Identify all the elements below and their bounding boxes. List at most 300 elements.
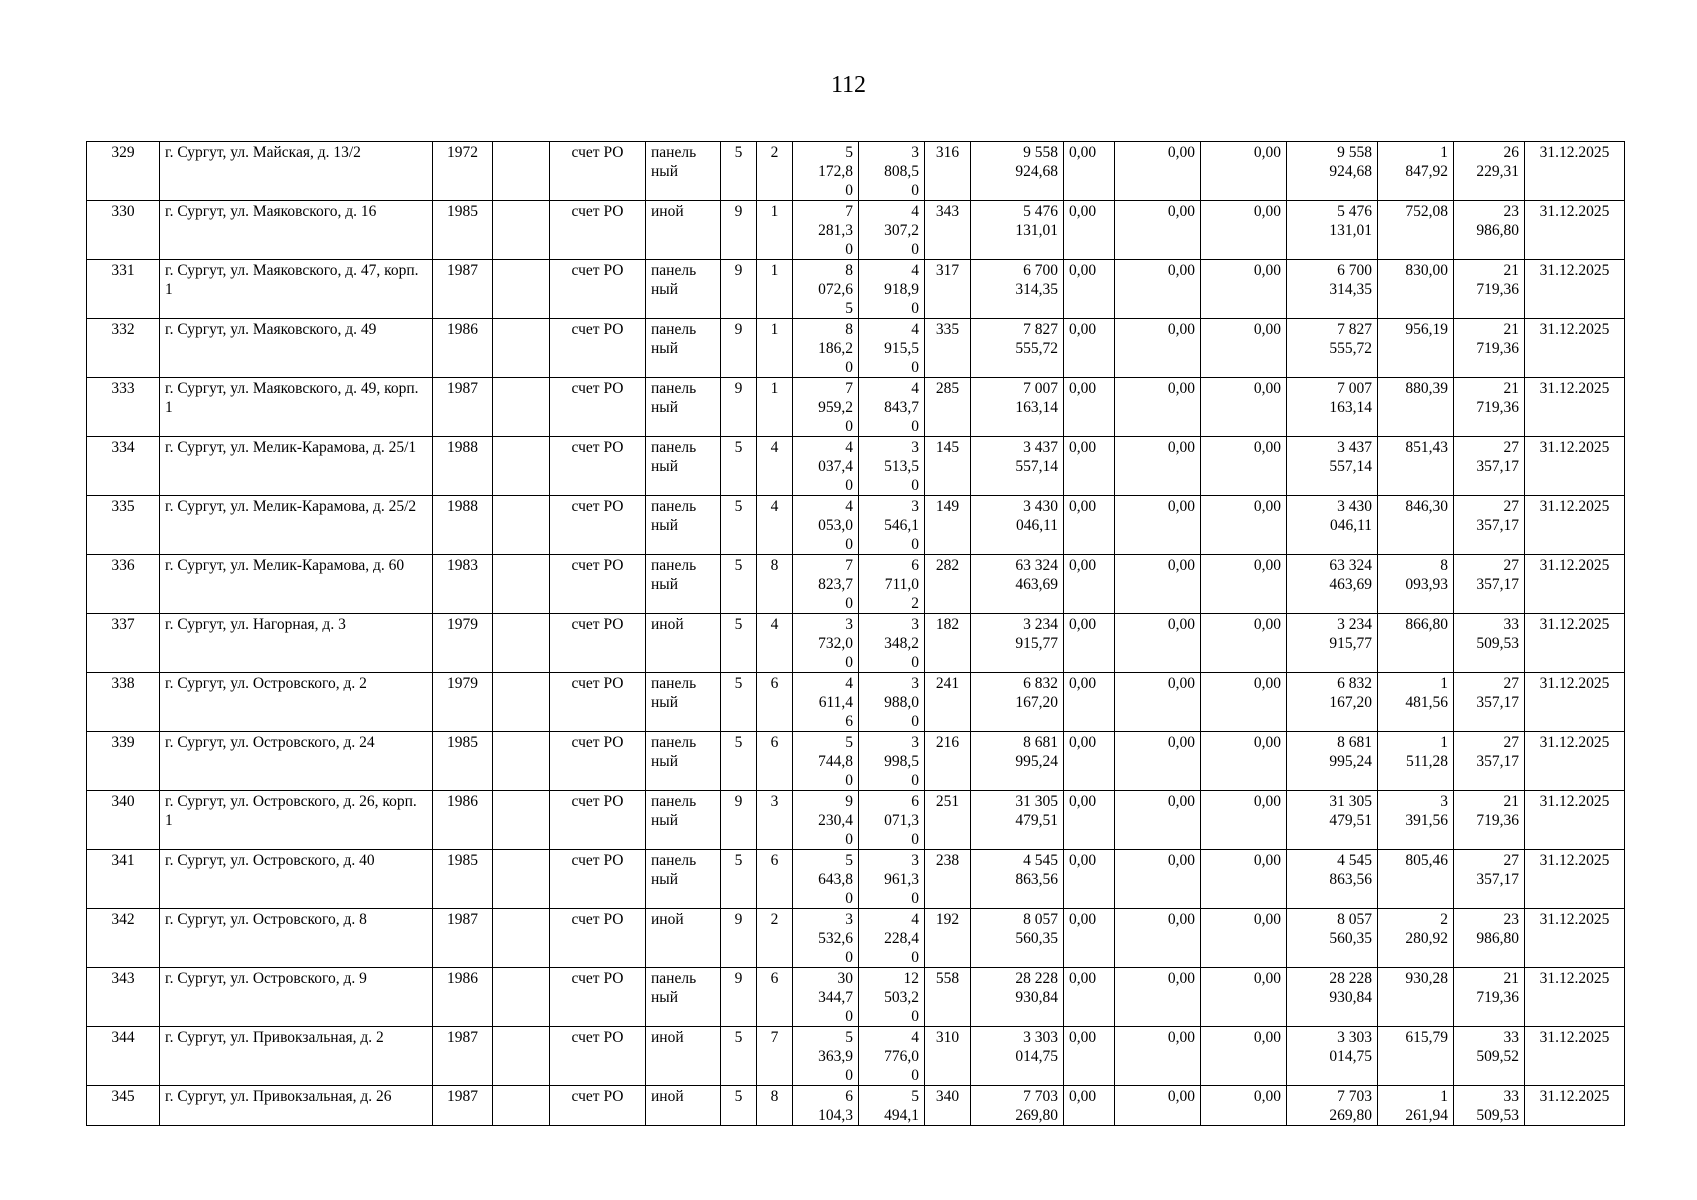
- cost-per-m2-cell: 8 093,93: [1378, 555, 1454, 614]
- value-1-cell: 0,00: [1064, 496, 1115, 555]
- value-2-cell: 0,00: [1115, 260, 1201, 319]
- address-cell: г. Сургут, ул. Маяковского, д. 49, корп. 1: [160, 378, 433, 437]
- floors-cell: 5: [721, 1086, 757, 1126]
- residents-cell: 251: [925, 791, 971, 850]
- year-built-cell: 1987: [433, 909, 493, 968]
- deadline-cell: 31.12.2025: [1525, 732, 1625, 791]
- cost-total-cell: 8 057 560,35: [971, 909, 1064, 968]
- blank-cell-cell: [493, 1027, 550, 1086]
- wall-material-cell: панель ный: [646, 437, 721, 496]
- address-cell: г. Сургут, ул. Островского, д. 8: [160, 909, 433, 968]
- blank-cell-cell: [493, 909, 550, 968]
- value-1-cell: 0,00: [1064, 791, 1115, 850]
- floors-cell: 9: [721, 968, 757, 1027]
- value-3-cell: 0,00: [1201, 1086, 1287, 1126]
- cost-limit-cell: 21 719,36: [1454, 791, 1525, 850]
- cost-limit-cell: 26 229,31: [1454, 142, 1525, 201]
- row-number-cell: 336: [87, 555, 160, 614]
- floors-cell: 5: [721, 614, 757, 673]
- value-1-cell: 0,00: [1064, 614, 1115, 673]
- year-built-cell: 1972: [433, 142, 493, 201]
- cost-per-m2-cell: 956,19: [1378, 319, 1454, 378]
- living-area-cell: 3 348,2 0: [859, 614, 925, 673]
- value-4-cell: 63 324 463,69: [1287, 555, 1378, 614]
- year-built-cell: 1985: [433, 201, 493, 260]
- cost-limit-cell: 27 357,17: [1454, 555, 1525, 614]
- value-4-cell: 7 007 163,14: [1287, 378, 1378, 437]
- year-built-cell: 1987: [433, 1086, 493, 1126]
- living-area-cell: 6 711,0 2: [859, 555, 925, 614]
- address-cell: г. Сургут, ул. Майская, д. 13/2: [160, 142, 433, 201]
- cost-per-m2-cell: 1 847,92: [1378, 142, 1454, 201]
- total-area-cell: 5 172,8 0: [793, 142, 859, 201]
- value-4-cell: 3 437 557,14: [1287, 437, 1378, 496]
- cost-limit-cell: 21 719,36: [1454, 378, 1525, 437]
- blank-cell-cell: [493, 850, 550, 909]
- cost-per-m2-cell: 880,39: [1378, 378, 1454, 437]
- row-number-cell: 341: [87, 850, 160, 909]
- cost-per-m2-cell: 2 280,92: [1378, 909, 1454, 968]
- value-4-cell: 8 057 560,35: [1287, 909, 1378, 968]
- value-1-cell: 0,00: [1064, 319, 1115, 378]
- value-3-cell: 0,00: [1201, 673, 1287, 732]
- deadline-cell: 31.12.2025: [1525, 142, 1625, 201]
- blank-cell-cell: [493, 437, 550, 496]
- cost-per-m2-cell: 805,46: [1378, 850, 1454, 909]
- floors-cell: 9: [721, 791, 757, 850]
- blank-cell-cell: [493, 496, 550, 555]
- year-built-cell: 1988: [433, 437, 493, 496]
- living-area-cell: 4 307,2 0: [859, 201, 925, 260]
- wall-material-cell: панель ный: [646, 673, 721, 732]
- value-1-cell: 0,00: [1064, 1086, 1115, 1126]
- value-2-cell: 0,00: [1115, 201, 1201, 260]
- wall-material-cell: панель ный: [646, 319, 721, 378]
- value-3-cell: 0,00: [1201, 850, 1287, 909]
- living-area-cell: 3 998,5 0: [859, 732, 925, 791]
- deadline-cell: 31.12.2025: [1525, 614, 1625, 673]
- value-2-cell: 0,00: [1115, 673, 1201, 732]
- wall-material-cell: панель ный: [646, 378, 721, 437]
- residents-cell: 317: [925, 260, 971, 319]
- funding-method-cell: счет РО: [550, 378, 646, 437]
- value-3-cell: 0,00: [1201, 968, 1287, 1027]
- cost-limit-cell: 23 986,80: [1454, 909, 1525, 968]
- cost-total-cell: 6 700 314,35: [971, 260, 1064, 319]
- living-area-cell: 4 776,0 0: [859, 1027, 925, 1086]
- address-cell: г. Сургут, ул. Мелик-Карамова, д. 25/1: [160, 437, 433, 496]
- wall-material-cell: панель ный: [646, 260, 721, 319]
- year-built-cell: 1986: [433, 968, 493, 1027]
- residents-cell: 149: [925, 496, 971, 555]
- floors-cell: 5: [721, 142, 757, 201]
- entrances-cell: 1: [757, 319, 793, 378]
- value-1-cell: 0,00: [1064, 378, 1115, 437]
- cost-per-m2-cell: 1 261,94: [1378, 1086, 1454, 1126]
- table-row: [87, 496, 1625, 555]
- entrances-cell: 3: [757, 791, 793, 850]
- total-area-cell: 3 532,6 0: [793, 909, 859, 968]
- funding-method-cell: счет РО: [550, 614, 646, 673]
- table-row: [87, 1086, 1625, 1126]
- blank-cell-cell: [493, 791, 550, 850]
- value-2-cell: 0,00: [1115, 319, 1201, 378]
- living-area-cell: 4 918,9 0: [859, 260, 925, 319]
- address-cell: г. Сургут, ул. Маяковского, д. 16: [160, 201, 433, 260]
- living-area-cell: 3 988,0 0: [859, 673, 925, 732]
- floors-cell: 5: [721, 1027, 757, 1086]
- address-cell: г. Сургут, ул. Маяковского, д. 47, корп. 1: [160, 260, 433, 319]
- wall-material-cell: иной: [646, 201, 721, 260]
- blank-cell-cell: [493, 555, 550, 614]
- address-cell: г. Сургут, ул. Маяковского, д. 49: [160, 319, 433, 378]
- residents-cell: 145: [925, 437, 971, 496]
- row-number-cell: 343: [87, 968, 160, 1027]
- housing-register-table: [86, 141, 1625, 1126]
- cost-limit-cell: 21 719,36: [1454, 968, 1525, 1027]
- entrances-cell: 6: [757, 732, 793, 791]
- total-area-cell: 4 611,4 6: [793, 673, 859, 732]
- value-1-cell: 0,00: [1064, 968, 1115, 1027]
- row-number-cell: 345: [87, 1086, 160, 1126]
- address-cell: г. Сургут, ул. Островского, д. 40: [160, 850, 433, 909]
- deadline-cell: 31.12.2025: [1525, 437, 1625, 496]
- residents-cell: 316: [925, 142, 971, 201]
- total-area-cell: 7 281,3 0: [793, 201, 859, 260]
- year-built-cell: 1979: [433, 614, 493, 673]
- table-row: [87, 555, 1625, 614]
- wall-material-cell: панель ный: [646, 968, 721, 1027]
- living-area-cell: 12 503,2 0: [859, 968, 925, 1027]
- wall-material-cell: панель ный: [646, 555, 721, 614]
- value-1-cell: 0,00: [1064, 850, 1115, 909]
- year-built-cell: 1985: [433, 732, 493, 791]
- address-cell: г. Сургут, ул. Островского, д. 9: [160, 968, 433, 1027]
- value-3-cell: 0,00: [1201, 496, 1287, 555]
- total-area-cell: 8 072,6 5: [793, 260, 859, 319]
- value-1-cell: 0,00: [1064, 1027, 1115, 1086]
- year-built-cell: 1987: [433, 260, 493, 319]
- cost-total-cell: 3 234 915,77: [971, 614, 1064, 673]
- table-row: [87, 437, 1625, 496]
- value-3-cell: 0,00: [1201, 437, 1287, 496]
- cost-per-m2-cell: 851,43: [1378, 437, 1454, 496]
- value-4-cell: 6 700 314,35: [1287, 260, 1378, 319]
- floors-cell: 5: [721, 496, 757, 555]
- address-cell: г. Сургут, ул. Привокзальная, д. 26: [160, 1086, 433, 1126]
- deadline-cell: 31.12.2025: [1525, 378, 1625, 437]
- blank-cell-cell: [493, 319, 550, 378]
- blank-cell-cell: [493, 732, 550, 791]
- cost-limit-cell: 27 357,17: [1454, 437, 1525, 496]
- entrances-cell: 4: [757, 614, 793, 673]
- year-built-cell: 1986: [433, 319, 493, 378]
- table-row: [87, 378, 1625, 437]
- value-3-cell: 0,00: [1201, 1027, 1287, 1086]
- cost-limit-cell: 23 986,80: [1454, 201, 1525, 260]
- cost-per-m2-cell: 1 481,56: [1378, 673, 1454, 732]
- entrances-cell: 8: [757, 555, 793, 614]
- living-area-cell: 4 915,5 0: [859, 319, 925, 378]
- row-number-cell: 342: [87, 909, 160, 968]
- value-4-cell: 7 703 269,80: [1287, 1086, 1378, 1126]
- entrances-cell: 6: [757, 850, 793, 909]
- cost-limit-cell: 33 509,53: [1454, 614, 1525, 673]
- total-area-cell: 4 037,4 0: [793, 437, 859, 496]
- funding-method-cell: счет РО: [550, 142, 646, 201]
- table-row: [87, 201, 1625, 260]
- row-number-cell: 338: [87, 673, 160, 732]
- floors-cell: 9: [721, 260, 757, 319]
- year-built-cell: 1983: [433, 555, 493, 614]
- total-area-cell: 6 104,3: [793, 1086, 859, 1126]
- living-area-cell: 4 843,7 0: [859, 378, 925, 437]
- value-2-cell: 0,00: [1115, 378, 1201, 437]
- deadline-cell: 31.12.2025: [1525, 850, 1625, 909]
- cost-per-m2-cell: 866,80: [1378, 614, 1454, 673]
- value-2-cell: 0,00: [1115, 437, 1201, 496]
- value-2-cell: 0,00: [1115, 732, 1201, 791]
- total-area-cell: 5 744,8 0: [793, 732, 859, 791]
- living-area-cell: 5 494,1: [859, 1086, 925, 1126]
- total-area-cell: 7 823,7 0: [793, 555, 859, 614]
- row-number-cell: 329: [87, 142, 160, 201]
- total-area-cell: 30 344,7 0: [793, 968, 859, 1027]
- deadline-cell: 31.12.2025: [1525, 968, 1625, 1027]
- funding-method-cell: счет РО: [550, 673, 646, 732]
- row-number-cell: 334: [87, 437, 160, 496]
- page-number: 112: [830, 72, 867, 98]
- entrances-cell: 2: [757, 142, 793, 201]
- living-area-cell: 3 513,5 0: [859, 437, 925, 496]
- value-4-cell: 3 430 046,11: [1287, 496, 1378, 555]
- wall-material-cell: панель ный: [646, 791, 721, 850]
- address-cell: г. Сургут, ул. Привокзальная, д. 2: [160, 1027, 433, 1086]
- cost-per-m2-cell: 1 511,28: [1378, 732, 1454, 791]
- table-row: [87, 319, 1625, 378]
- table-row: [87, 260, 1625, 319]
- cost-total-cell: 3 437 557,14: [971, 437, 1064, 496]
- floors-cell: 9: [721, 201, 757, 260]
- floors-cell: 9: [721, 319, 757, 378]
- deadline-cell: 31.12.2025: [1525, 201, 1625, 260]
- funding-method-cell: счет РО: [550, 909, 646, 968]
- table-row: [87, 614, 1625, 673]
- residents-cell: 241: [925, 673, 971, 732]
- row-number-cell: 340: [87, 791, 160, 850]
- address-cell: г. Сургут, ул. Мелик-Карамова, д. 25/2: [160, 496, 433, 555]
- deadline-cell: 31.12.2025: [1525, 260, 1625, 319]
- blank-cell-cell: [493, 201, 550, 260]
- table-row: [87, 791, 1625, 850]
- cost-per-m2-cell: 752,08: [1378, 201, 1454, 260]
- value-1-cell: 0,00: [1064, 909, 1115, 968]
- wall-material-cell: панель ный: [646, 142, 721, 201]
- value-2-cell: 0,00: [1115, 850, 1201, 909]
- funding-method-cell: счет РО: [550, 260, 646, 319]
- table-row: [87, 1027, 1625, 1086]
- floors-cell: 5: [721, 673, 757, 732]
- value-1-cell: 0,00: [1064, 555, 1115, 614]
- value-1-cell: 0,00: [1064, 260, 1115, 319]
- deadline-cell: 31.12.2025: [1525, 673, 1625, 732]
- value-3-cell: 0,00: [1201, 614, 1287, 673]
- value-4-cell: 31 305 479,51: [1287, 791, 1378, 850]
- cost-limit-cell: 27 357,17: [1454, 850, 1525, 909]
- residents-cell: 310: [925, 1027, 971, 1086]
- floors-cell: 9: [721, 909, 757, 968]
- floors-cell: 5: [721, 555, 757, 614]
- value-4-cell: 28 228 930,84: [1287, 968, 1378, 1027]
- table-row: [87, 142, 1625, 201]
- deadline-cell: 31.12.2025: [1525, 496, 1625, 555]
- wall-material-cell: иной: [646, 1027, 721, 1086]
- value-2-cell: 0,00: [1115, 1027, 1201, 1086]
- cost-total-cell: 6 832 167,20: [971, 673, 1064, 732]
- residents-cell: 282: [925, 555, 971, 614]
- table-row: [87, 850, 1625, 909]
- cost-limit-cell: 21 719,36: [1454, 319, 1525, 378]
- deadline-cell: 31.12.2025: [1525, 791, 1625, 850]
- row-number-cell: 332: [87, 319, 160, 378]
- living-area-cell: 4 228,4 0: [859, 909, 925, 968]
- residents-cell: 182: [925, 614, 971, 673]
- residents-cell: 238: [925, 850, 971, 909]
- row-number-cell: 335: [87, 496, 160, 555]
- entrances-cell: 1: [757, 201, 793, 260]
- year-built-cell: 1986: [433, 791, 493, 850]
- value-4-cell: 7 827 555,72: [1287, 319, 1378, 378]
- funding-method-cell: счет РО: [550, 1027, 646, 1086]
- value-4-cell: 8 681 995,24: [1287, 732, 1378, 791]
- cost-per-m2-cell: 3 391,56: [1378, 791, 1454, 850]
- cost-limit-cell: 33 509,52: [1454, 1027, 1525, 1086]
- value-3-cell: 0,00: [1201, 260, 1287, 319]
- value-3-cell: 0,00: [1201, 791, 1287, 850]
- table-row: [87, 673, 1625, 732]
- cost-total-cell: 7 703 269,80: [971, 1086, 1064, 1126]
- cost-limit-cell: 27 357,17: [1454, 496, 1525, 555]
- table-row: [87, 968, 1625, 1027]
- value-4-cell: 5 476 131,01: [1287, 201, 1378, 260]
- table-row: [87, 732, 1625, 791]
- funding-method-cell: счет РО: [550, 319, 646, 378]
- cost-per-m2-cell: 830,00: [1378, 260, 1454, 319]
- deadline-cell: 31.12.2025: [1525, 1086, 1625, 1126]
- value-2-cell: 0,00: [1115, 1086, 1201, 1126]
- cost-total-cell: 9 558 924,68: [971, 142, 1064, 201]
- wall-material-cell: панель ный: [646, 496, 721, 555]
- address-cell: г. Сургут, ул. Островского, д. 26, корп. 1: [160, 791, 433, 850]
- value-2-cell: 0,00: [1115, 555, 1201, 614]
- residents-cell: 216: [925, 732, 971, 791]
- residents-cell: 192: [925, 909, 971, 968]
- row-number-cell: 337: [87, 614, 160, 673]
- value-4-cell: 6 832 167,20: [1287, 673, 1378, 732]
- residents-cell: 285: [925, 378, 971, 437]
- living-area-cell: 3 546,1 0: [859, 496, 925, 555]
- cost-total-cell: 7 827 555,72: [971, 319, 1064, 378]
- cost-per-m2-cell: 615,79: [1378, 1027, 1454, 1086]
- cost-per-m2-cell: 930,28: [1378, 968, 1454, 1027]
- floors-cell: 5: [721, 437, 757, 496]
- cost-limit-cell: 33 509,53: [1454, 1086, 1525, 1126]
- entrances-cell: 4: [757, 496, 793, 555]
- residents-cell: 340: [925, 1086, 971, 1126]
- funding-method-cell: счет РО: [550, 968, 646, 1027]
- entrances-cell: 4: [757, 437, 793, 496]
- value-3-cell: 0,00: [1201, 142, 1287, 201]
- year-built-cell: 1979: [433, 673, 493, 732]
- year-built-cell: 1988: [433, 496, 493, 555]
- floors-cell: 5: [721, 850, 757, 909]
- residents-cell: 558: [925, 968, 971, 1027]
- cost-limit-cell: 21 719,36: [1454, 260, 1525, 319]
- cost-total-cell: 3 430 046,11: [971, 496, 1064, 555]
- row-number-cell: 330: [87, 201, 160, 260]
- value-2-cell: 0,00: [1115, 791, 1201, 850]
- value-3-cell: 0,00: [1201, 909, 1287, 968]
- deadline-cell: 31.12.2025: [1525, 1027, 1625, 1086]
- blank-cell-cell: [493, 378, 550, 437]
- wall-material-cell: иной: [646, 1086, 721, 1126]
- value-2-cell: 0,00: [1115, 142, 1201, 201]
- deadline-cell: 31.12.2025: [1525, 555, 1625, 614]
- value-3-cell: 0,00: [1201, 378, 1287, 437]
- row-number-cell: 339: [87, 732, 160, 791]
- value-4-cell: 9 558 924,68: [1287, 142, 1378, 201]
- blank-cell-cell: [493, 673, 550, 732]
- entrances-cell: 1: [757, 260, 793, 319]
- value-1-cell: 0,00: [1064, 437, 1115, 496]
- entrances-cell: 8: [757, 1086, 793, 1126]
- blank-cell-cell: [493, 614, 550, 673]
- row-number-cell: 344: [87, 1027, 160, 1086]
- table-row: [87, 909, 1625, 968]
- value-2-cell: 0,00: [1115, 614, 1201, 673]
- total-area-cell: 4 053,0 0: [793, 496, 859, 555]
- funding-method-cell: счет РО: [550, 201, 646, 260]
- living-area-cell: 3 961,3 0: [859, 850, 925, 909]
- value-4-cell: 3 303 014,75: [1287, 1027, 1378, 1086]
- deadline-cell: 31.12.2025: [1525, 319, 1625, 378]
- value-1-cell: 0,00: [1064, 142, 1115, 201]
- entrances-cell: 6: [757, 968, 793, 1027]
- entrances-cell: 1: [757, 378, 793, 437]
- funding-method-cell: счет РО: [550, 850, 646, 909]
- wall-material-cell: иной: [646, 614, 721, 673]
- value-3-cell: 0,00: [1201, 732, 1287, 791]
- residents-cell: 343: [925, 201, 971, 260]
- cost-total-cell: 3 303 014,75: [971, 1027, 1064, 1086]
- residents-cell: 335: [925, 319, 971, 378]
- total-area-cell: 9 230,4 0: [793, 791, 859, 850]
- funding-method-cell: счет РО: [550, 555, 646, 614]
- value-2-cell: 0,00: [1115, 968, 1201, 1027]
- value-2-cell: 0,00: [1115, 496, 1201, 555]
- address-cell: г. Сургут, ул. Нагорная, д. 3: [160, 614, 433, 673]
- address-cell: г. Сургут, ул. Мелик-Карамова, д. 60: [160, 555, 433, 614]
- cost-per-m2-cell: 846,30: [1378, 496, 1454, 555]
- year-built-cell: 1985: [433, 850, 493, 909]
- blank-cell-cell: [493, 260, 550, 319]
- value-2-cell: 0,00: [1115, 909, 1201, 968]
- cost-total-cell: 28 228 930,84: [971, 968, 1064, 1027]
- deadline-cell: 31.12.2025: [1525, 909, 1625, 968]
- value-4-cell: 3 234 915,77: [1287, 614, 1378, 673]
- cost-limit-cell: 27 357,17: [1454, 673, 1525, 732]
- blank-cell-cell: [493, 142, 550, 201]
